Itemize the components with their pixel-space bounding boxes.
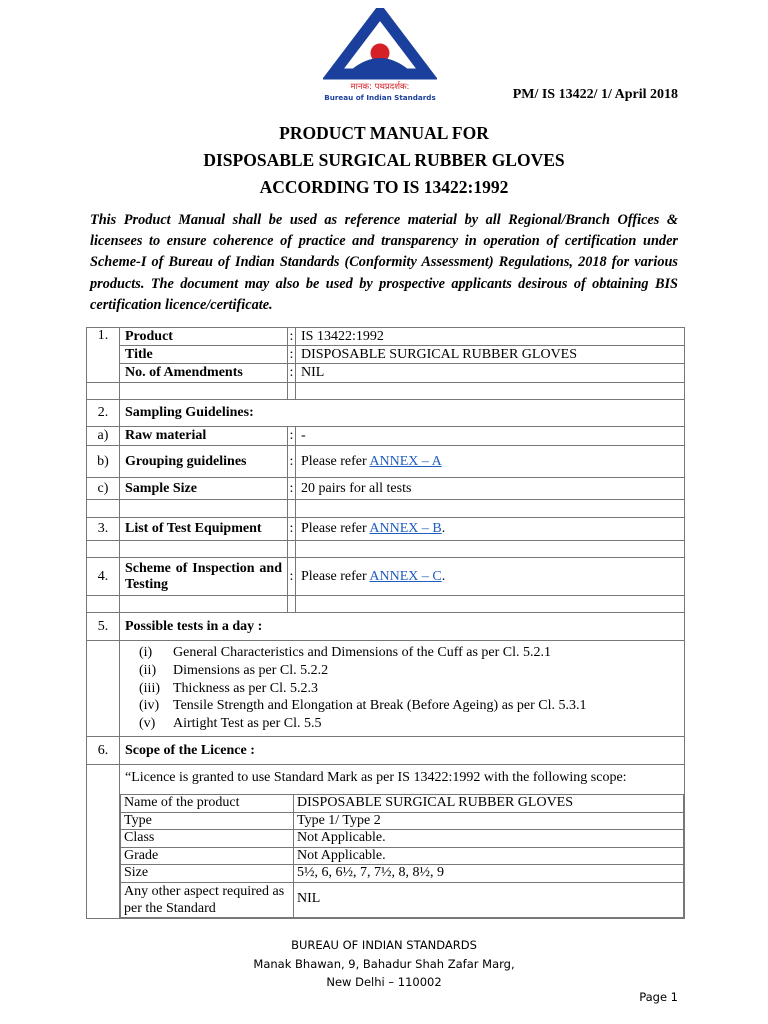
sample-size-value: 20 pairs for all tests xyxy=(296,478,685,500)
row-grouping: b) Grouping guidelines : Please refer ANNEX – A xyxy=(87,446,685,478)
title-line-1: PRODUCT MANUAL FOR xyxy=(279,123,489,143)
amendments-value: NIL xyxy=(296,364,685,383)
table-row: Grade Not Applicable. xyxy=(121,847,684,865)
test-equipment-value: Please refer ANNEX – B. xyxy=(296,518,685,541)
table-row: Type Type 1/ Type 2 xyxy=(121,812,684,830)
scope-statement: “Licence is granted to use Standard Mark as per IS 13422:1992 with the following scope: xyxy=(125,770,627,785)
section-number: 4. xyxy=(87,558,120,596)
section-number: 2. xyxy=(87,400,120,427)
section-number: 6. xyxy=(87,737,120,765)
sample-size-label: Sample Size xyxy=(120,478,288,500)
page-number: Page 1 xyxy=(639,990,678,1004)
row-possible-tests xyxy=(87,613,685,641)
possible-tests-label: Possible tests in a day : xyxy=(120,613,685,641)
row-test-equipment: 3. List of Test Equipment : Please refer ANNEX – B. xyxy=(87,518,685,541)
product-manual-table xyxy=(86,327,685,919)
svg-text:मानक: पथप्रदर्शक:: मानक: पथप्रदर्शक: xyxy=(350,82,410,92)
title-line-2: DISPOSABLE SURGICAL RUBBER GLOVES xyxy=(203,150,565,170)
row-scope-detail xyxy=(87,765,685,919)
table-row: Size 5½, 6, 6½, 7, 7½, 8, 8½, 9 xyxy=(121,865,684,883)
row-tests-list xyxy=(87,641,685,737)
footer-address-2: New Delhi – 110002 xyxy=(326,975,442,989)
spacer-row xyxy=(87,541,685,558)
row-raw-material: a) Raw material : - xyxy=(87,427,685,446)
section-number: 3. xyxy=(87,518,120,541)
sampling-label: Sampling Guidelines: xyxy=(120,400,685,427)
annex-b-link[interactable]: ANNEX – B xyxy=(369,521,442,536)
bis-logo xyxy=(323,8,437,104)
test-equipment-label: List of Test Equipment xyxy=(120,518,288,541)
product-label: Product xyxy=(120,328,288,346)
annex-a-link[interactable]: ANNEX – A xyxy=(369,453,442,469)
row-title: Title : DISPOSABLE SURGICAL RUBBER GLOVES xyxy=(87,346,685,364)
spacer-row xyxy=(87,383,685,400)
row-sampling xyxy=(87,400,685,427)
footer-org: BUREAU OF INDIAN STANDARDS xyxy=(291,938,477,952)
section-number: 5. xyxy=(87,613,120,641)
inspection-scheme-label: Scheme of Inspection and Testing xyxy=(120,558,288,596)
grouping-label: Grouping guidelines xyxy=(120,446,288,478)
table-row: Any other aspect required as per the Standard NIL xyxy=(121,882,684,917)
raw-material-label: Raw material xyxy=(120,427,288,446)
row-inspection-scheme: 4. Scheme of Inspection and Testing : Please refer ANNEX – C. xyxy=(87,558,685,596)
amendments-label: No. of Amendments xyxy=(120,364,288,383)
document-reference: PM/ IS 13422/ 1/ April 2018 xyxy=(512,87,678,102)
tests-list xyxy=(125,644,679,733)
scope-label: Scope of the Licence : xyxy=(120,737,685,765)
scope-table xyxy=(120,794,684,918)
list-item: (i) General Characteristics and Dimensions of the Cuff as per Cl. 5.2.1 xyxy=(139,645,552,660)
title-label: Title xyxy=(120,346,288,364)
inspection-scheme-value: Please refer ANNEX – C. xyxy=(296,558,685,596)
section-number: 1. xyxy=(87,328,120,383)
title-value: DISPOSABLE SURGICAL RUBBER GLOVES xyxy=(296,346,685,364)
annex-c-link[interactable]: ANNEX – C xyxy=(369,568,442,584)
grouping-value: Please refer ANNEX – A xyxy=(296,446,685,478)
spacer-row xyxy=(87,596,685,613)
product-value: IS 13422:1992 xyxy=(296,328,685,346)
list-item: (v) Airtight Test as per Cl. 5.5 xyxy=(139,716,322,732)
list-item: (iii) Thickness as per Cl. 5.2.3 xyxy=(139,680,319,696)
raw-material-value: - xyxy=(296,427,685,446)
spacer-row xyxy=(87,500,685,518)
list-item: (iv) Tensile Strength and Elongation at Break (Before Ageing) as per Cl. 5.3.1 xyxy=(139,698,587,714)
table-row: Class Not Applicable. xyxy=(121,830,684,848)
table-row: Name of the product DISPOSABLE SURGICAL RUBBER GLOVES xyxy=(121,795,684,813)
row-product: 1. Product : IS 13422:1992 xyxy=(87,328,685,346)
footer-address-1: Manak Bhawan, 9, Bahadur Shah Zafar Marg, xyxy=(253,957,515,971)
intro-paragraph: This Product Manual shall be used as reference material by all Regional/Branch Offices & licensees to ensure coherence of practice and transparency in operation of certification under Scheme-I of Bureau of Indian Standards (Conformity Assessment) Regulations, 2018 for various products. The document may also be used by prospective applicants desirous of obtaining BIS certification licence/certificate. xyxy=(90,212,678,313)
row-scope xyxy=(87,737,685,765)
row-amendments: No. of Amendments : NIL xyxy=(87,364,685,383)
title-line-3: ACCORDING TO IS 13422:1992 xyxy=(259,177,509,197)
svg-text:Bureau of Indian Standards: Bureau of Indian Standards xyxy=(324,93,436,102)
list-item: (ii) Dimensions as per Cl. 5.2.2 xyxy=(139,662,329,678)
row-sample-size: c) Sample Size : 20 pairs for all tests xyxy=(87,478,685,500)
